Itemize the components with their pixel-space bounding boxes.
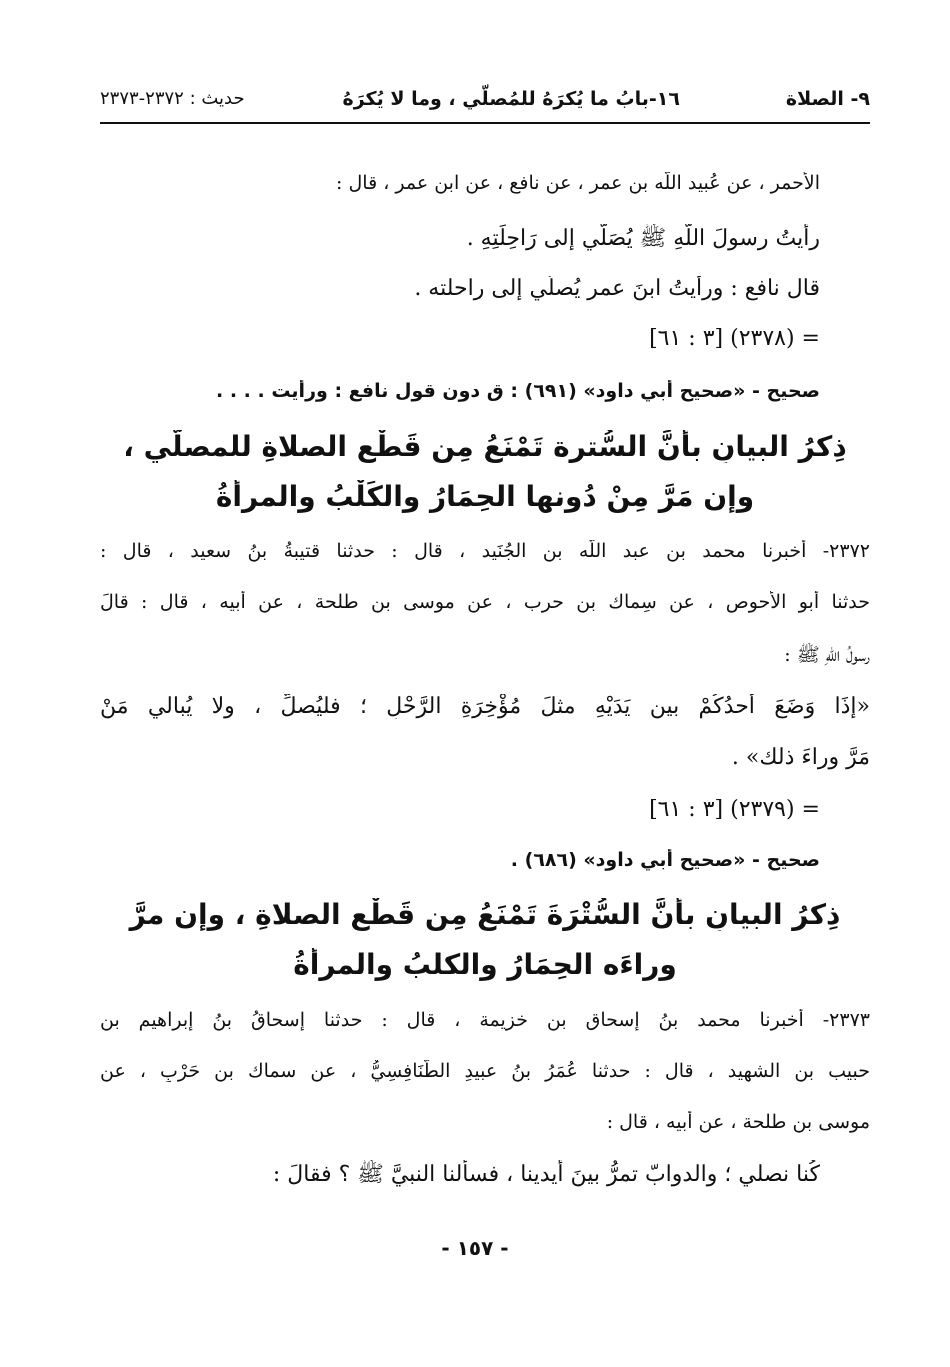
chapter-title: ٩- الصلاة [785, 88, 870, 110]
isnad-line: حدثنا أبو الأحوص ، عن سِماك بن حرب ، عن موسى بن طلحة ، عن أبيه ، قال : قالَ [100, 591, 870, 613]
cross-reference: = (٢٣٧٨) [٣ : ٦١] [649, 326, 820, 351]
chapter-heading: وراءَه الحِمَارُ والكلبُ والمرأةُ [293, 948, 677, 981]
hadith-text-line: رأيتُ رسولَ اللّهِ ﷺ يُصَلّي إلى رَاحِلَتِهِ . [466, 226, 820, 251]
page-number: - ١٥٧ - [441, 1236, 509, 1260]
chapter-heading: وإن مَرَّ مِنْ دُونها الحِمَارُ والكَلْبُ والمرأةُ [215, 480, 755, 513]
isnad-line: رسولُ اللّهِ ﷺ : [784, 644, 870, 666]
chapter-heading: ذِكرُ البيانِ بأنَّ السُّتْرَةَ تَمْنَعُ مِن قَطْعِ الصلاةِ ، وإن مرَّ [129, 898, 841, 931]
grading-line: صحيح - «صحيح أبي داود» (٦٨٦) . [510, 849, 820, 871]
hadith-text-line: كُنا نصلي ؛ والدوابّ تمرُّ بينَ أيدينا ، فسألنا النبيَّ ﷺ ؟ فقالَ : [272, 1162, 820, 1187]
hadith-text-line: قال نافع : ورأيتُ ابنَ عمر يُصلّي إلى راحلته . [414, 276, 820, 301]
hadith-range: حديث : ٢٣٧٢-٢٣٧٣ [100, 88, 245, 109]
cross-reference: = (٢٣٧٩) [٣ : ٦١] [649, 797, 820, 822]
isnad-line: ٢٣٧٣- أخبرنا محمد بنُ إسحاق بن خزيمة ، قال : حدثنا إسحاقُ بنُ إبراهيم بن [100, 1009, 870, 1031]
hadith-text-line: مَرَّ وراءَ ذلك» . [731, 745, 870, 770]
chapter-heading: ذِكرُ البيانِ بأنَّ السُّترة تَمْنَعُ مِن قَطْعِ الصلاةِ للمصلّي ، [123, 430, 847, 463]
section-title: ١٦-بابُ ما يُكرَهُ للمُصلّي ، وما لا يُكرَهُ [342, 88, 680, 110]
running-header [100, 82, 870, 122]
isnad-line: موسى بن طلحة ، عن أبيه ، قال : [606, 1111, 870, 1133]
isnad-line: حبيب بن الشهيد ، قال : حدثنا عُمَرُ بنُ عبيدِ الطَّنَافِسِيُّ ، عن سماك بنِ حَرْبٍ ، عن [100, 1060, 870, 1082]
text-line: الأحمر ، عن عُبيد اللّه بن عمر ، عن نافع ، عن ابن عمر ، قال : [336, 172, 820, 194]
header-rule [100, 122, 870, 124]
hadith-text-line: «إذَا وَضَعَ أحدُكُمْ بين يَدَيْهِ مثلَ مُؤْخِرَةِ الرَّحْلِ ؛ فليُصلِّ ، ولا يُبالي مَنْ [100, 694, 870, 719]
isnad-line: ٢٣٧٢- أخبرنا محمد بن عبد اللّه بن الجُنَيد ، قال : حدثنا قتيبةُ بنُ سعيد ، قال : [100, 540, 870, 562]
grading-line: صحيح - «صحيح أبي داود» (٦٩١) : ق دون قول نافع : ورأيت . . . . [215, 380, 820, 402]
